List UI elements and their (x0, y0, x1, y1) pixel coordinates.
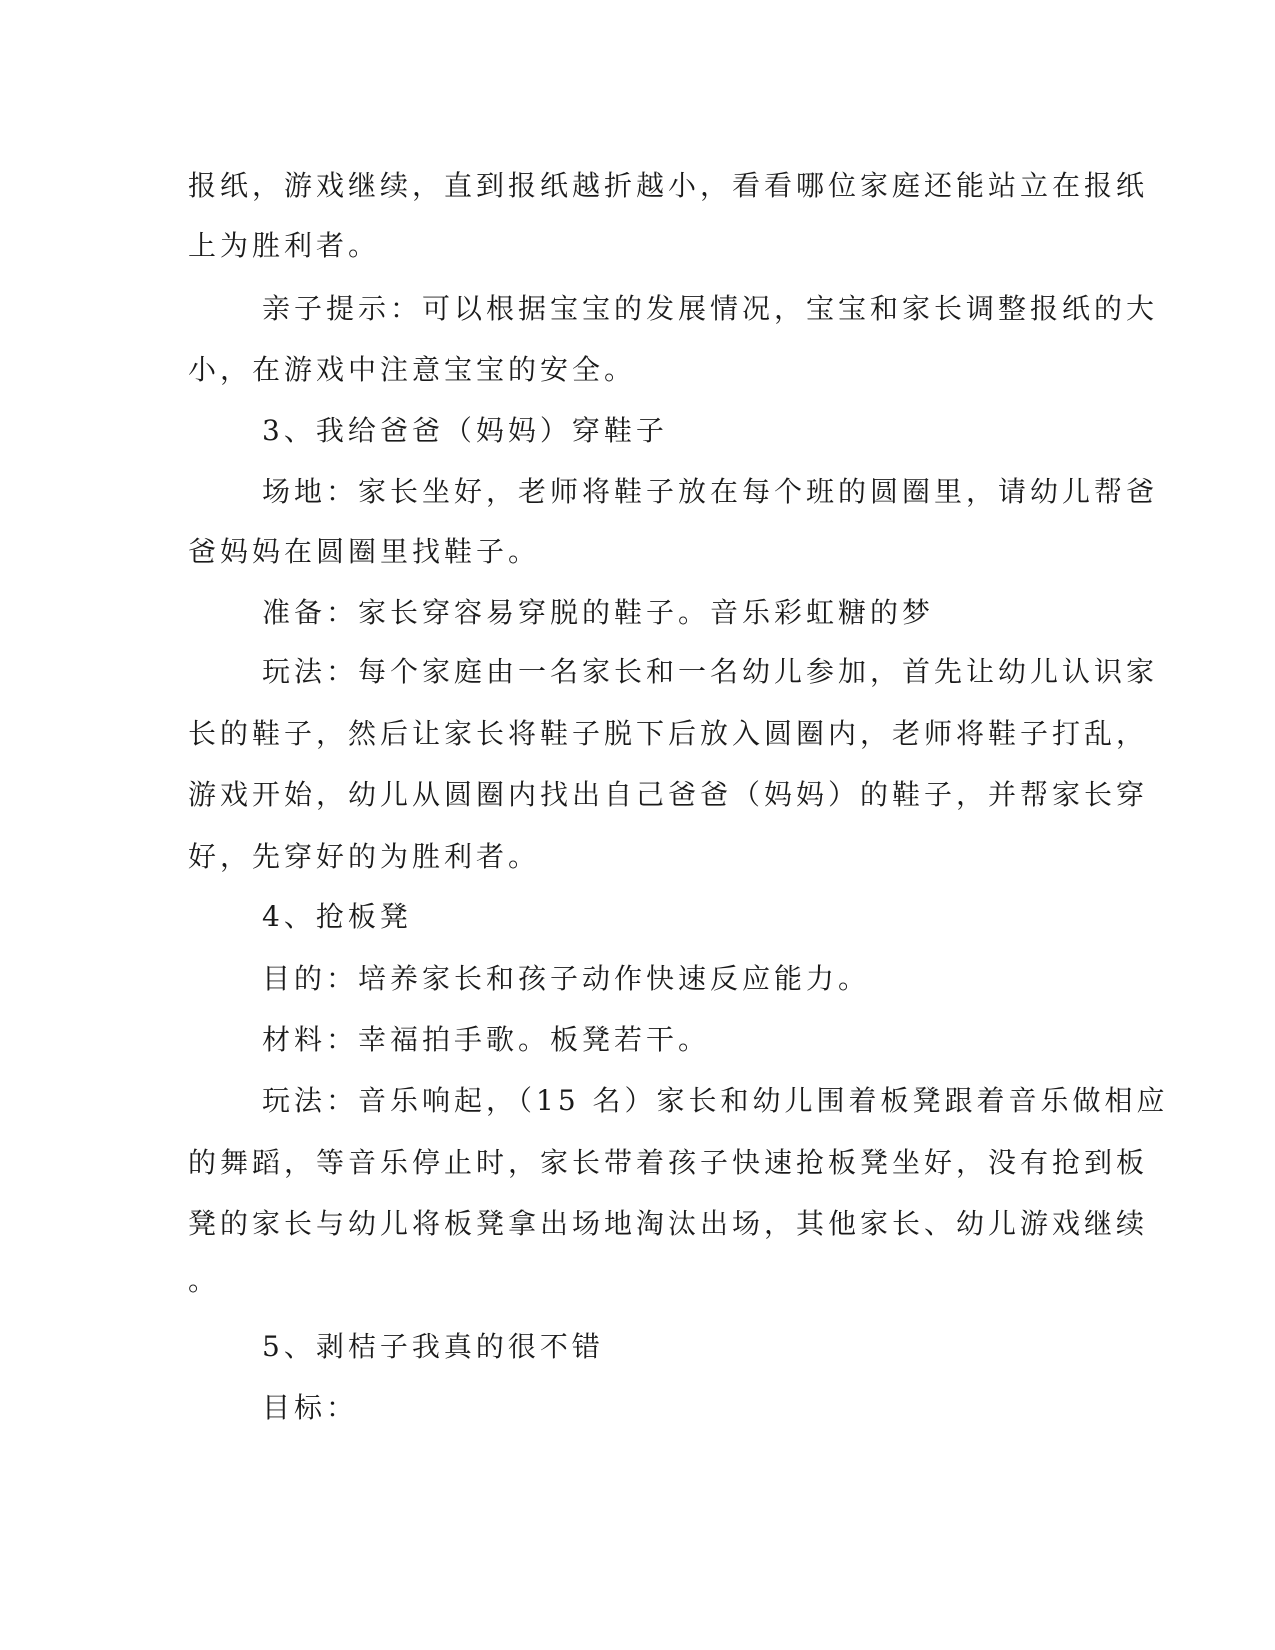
paragraph-line: 上为胜利者。 (188, 229, 381, 262)
paragraph-line: 材料：幸福拍手歌。板凳若干。 (262, 1023, 711, 1056)
paragraph-line: 报纸，游戏继续，直到报纸越折越小，看看哪位家庭还能站立在报纸 (188, 169, 1149, 202)
paragraph-line: 。 (188, 1264, 221, 1297)
section-heading: 4、抢板凳 (262, 900, 412, 933)
paragraph-line: 凳的家长与幼儿将板凳拿出场地淘汰出场，其他家长、幼儿游戏继续 (188, 1207, 1149, 1240)
paragraph-line: 目的：培养家长和孩子动作快速反应能力。 (262, 962, 871, 995)
section-heading: 5、剥桔子我真的很不错 (262, 1330, 604, 1363)
paragraph-line: 场地：家长坐好，老师将鞋子放在每个班的圆圈里，请幼儿帮爸 (262, 475, 1159, 508)
paragraph-line: 亲子提示：可以根据宝宝的发展情况，宝宝和家长调整报纸的大 (262, 292, 1159, 325)
paragraph-line: 准备：家长穿容易穿脱的鞋子。音乐彩虹糖的梦 (262, 596, 935, 629)
paragraph-line: 的舞蹈，等音乐停止时，家长带着孩子快速抢板凳坐好，没有抢到板 (188, 1146, 1149, 1179)
paragraph-line: 玩法：每个家庭由一名家长和一名幼儿参加，首先让幼儿认识家 (262, 655, 1159, 688)
paragraph-line: 好，先穿好的为胜利者。 (188, 840, 541, 873)
paragraph-line: 爸妈妈在圆圈里找鞋子。 (188, 535, 541, 568)
paragraph-line: 目标： (262, 1391, 359, 1424)
paragraph-line: 玩法：音乐响起，（15 名）家长和幼儿围着板凳跟着音乐做相应 (262, 1084, 1169, 1117)
section-heading: 3、我给爸爸（妈妈）穿鞋子 (262, 414, 668, 447)
paragraph-line: 小，在游戏中注意宝宝的安全。 (188, 353, 637, 386)
paragraph-line: 长的鞋子，然后让家长将鞋子脱下后放入圆圈内，老师将鞋子打乱， (188, 717, 1149, 750)
paragraph-line: 游戏开始，幼儿从圆圈内找出自己爸爸（妈妈）的鞋子，并帮家长穿 (188, 778, 1149, 811)
